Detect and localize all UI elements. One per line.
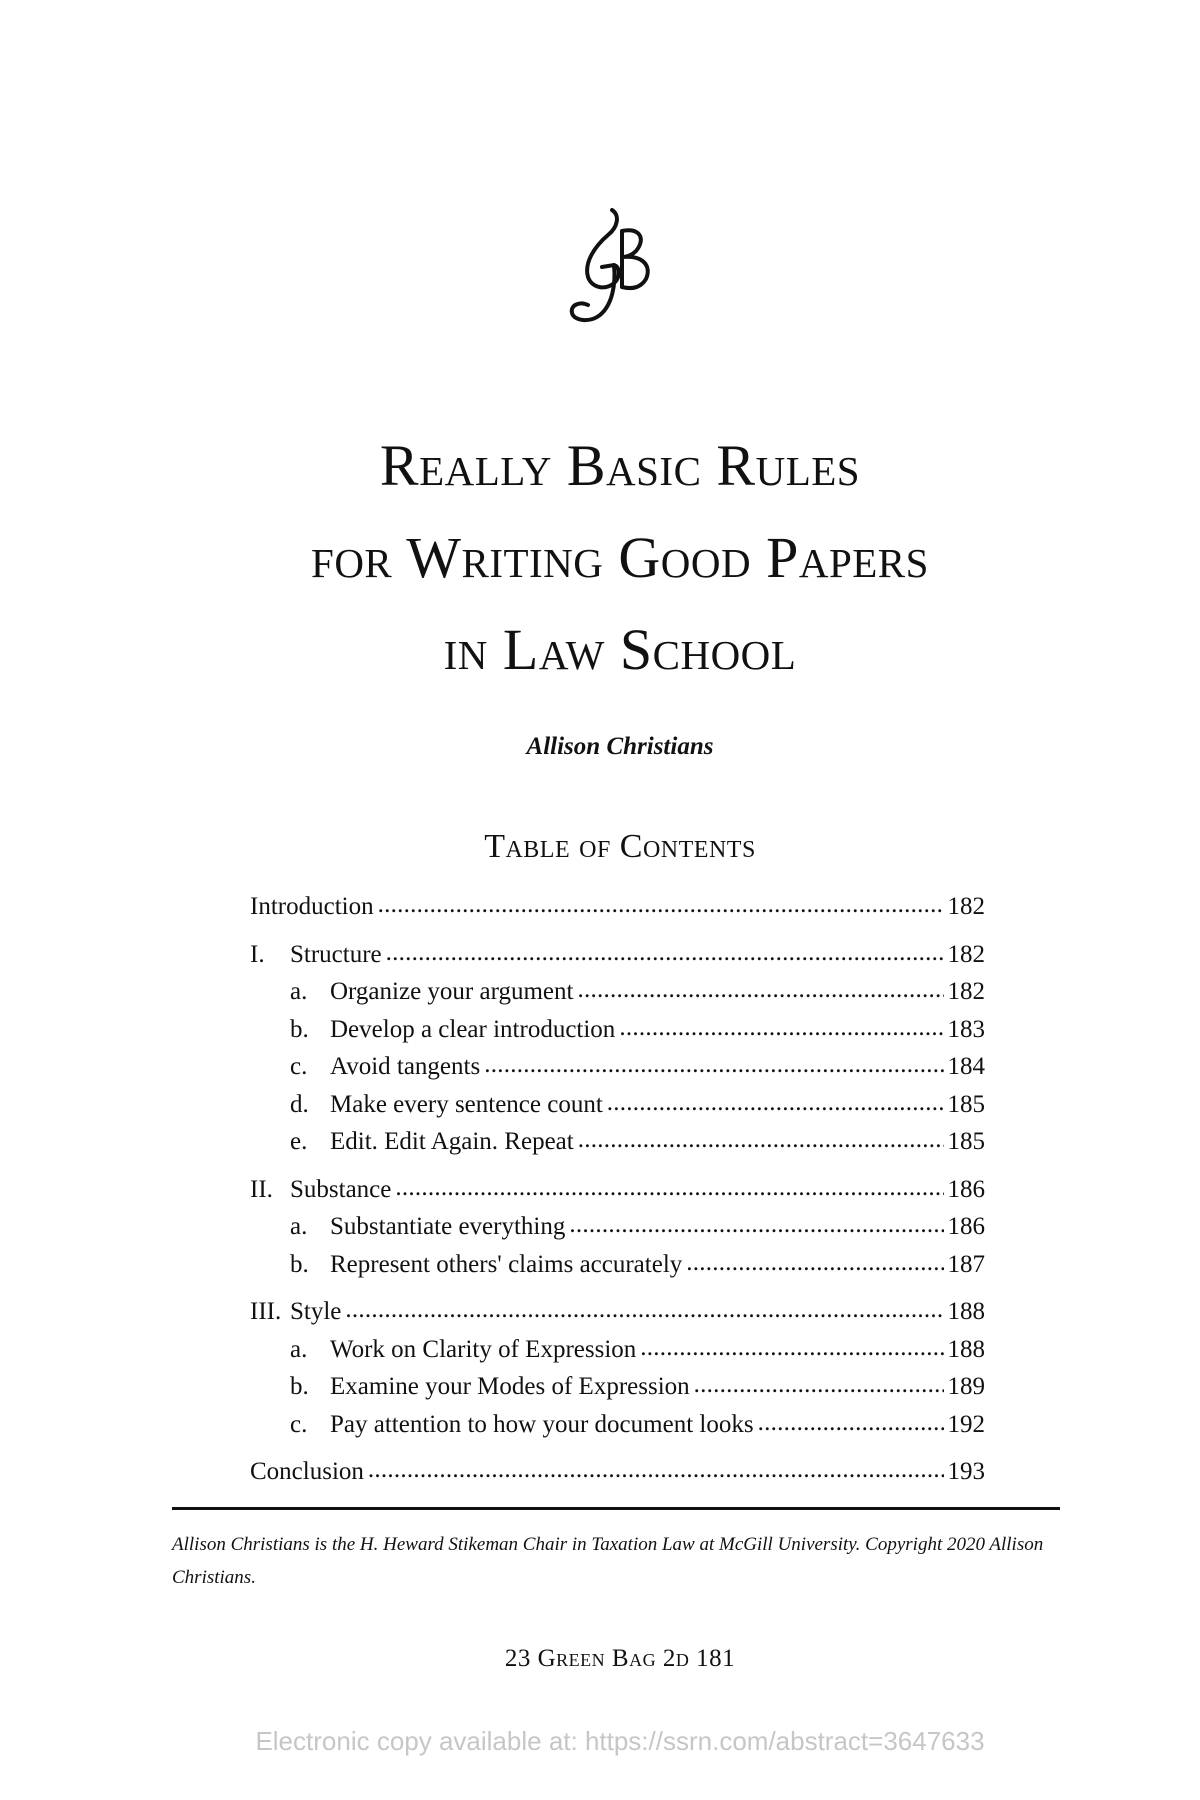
toc-entry-number: b. <box>290 1250 309 1278</box>
toc-leader-dots <box>640 1334 943 1362</box>
toc-entry[interactable] <box>250 1053 985 1091</box>
toc-entry[interactable] <box>250 1298 985 1336</box>
title-line-1: Really Basic Rules <box>379 433 861 498</box>
toc-leader-dots <box>578 1126 944 1154</box>
toc-entry-number: a. <box>290 978 308 1005</box>
toc-leader-dots <box>569 1211 943 1239</box>
toc-entry-number: II. <box>250 1175 273 1203</box>
toc-entry-page: 185 <box>947 1128 985 1155</box>
toc-entry-number: a. <box>290 1335 308 1363</box>
toc-entry-label: Organize your argument <box>330 978 574 1005</box>
toc-entry-page: 193 <box>947 1458 985 1485</box>
toc-entry-number: I. <box>250 940 265 968</box>
toc-entry-number: c. <box>290 1053 308 1080</box>
toc-entry[interactable] <box>250 1176 985 1214</box>
toc-entry-label: Introduction <box>250 893 374 920</box>
author-footnote: Allison Christians is the H. Heward Stikeman Chair in Taxation Law at McGill University. Copyright 2020 Allison Christians. <box>172 1534 1044 1588</box>
toc-entry-label: Style <box>290 1298 342 1325</box>
toc-entry-label: Substance <box>290 1175 392 1203</box>
toc-leader-dots <box>686 1249 943 1277</box>
toc-leader-dots <box>694 1371 944 1399</box>
toc-entry-page: 182 <box>947 978 985 1005</box>
toc-entry-page: 185 <box>947 1090 985 1118</box>
toc-entry-page: 186 <box>947 1213 985 1240</box>
toc-entry-page: 189 <box>947 1373 985 1400</box>
author-name: Allison Christians <box>526 733 714 760</box>
toc-entry-number: III. <box>250 1298 282 1325</box>
toc-entry[interactable] <box>250 1128 985 1166</box>
title-line-2: for Writing Good Papers <box>311 525 929 590</box>
toc-entry-number: e. <box>290 1128 308 1155</box>
journal-citation: 23 Green Bag 2d 181 <box>504 1645 736 1672</box>
toc-entry-page: 188 <box>947 1335 985 1363</box>
gb-monogram-icon <box>560 205 680 335</box>
toc-entry-page: 182 <box>947 940 985 968</box>
toc-leader-dots <box>577 976 943 1004</box>
toc-entry-label: Make every sentence count <box>330 1090 603 1118</box>
toc-entry[interactable] <box>250 1336 985 1374</box>
toc-entry-page: 188 <box>947 1298 985 1325</box>
toc-leader-dots <box>758 1409 944 1437</box>
toc-entry-page: 187 <box>947 1250 985 1278</box>
toc-entry-label: Edit. Edit Again. Repeat <box>330 1128 574 1155</box>
toc-entry-label: Develop a clear introduction <box>330 1015 616 1043</box>
toc-entry[interactable] <box>250 1373 985 1411</box>
toc-entry-page: 183 <box>947 1015 985 1043</box>
toc-leader-dots <box>619 1014 943 1042</box>
toc-entry-number: b. <box>290 1015 309 1043</box>
toc-entry[interactable] <box>250 941 985 979</box>
title-line-3: in Law School <box>443 617 797 682</box>
toc-entry-number: a. <box>290 1213 308 1240</box>
footnote-divider <box>172 1507 1060 1510</box>
toc-leader-dots <box>386 939 944 967</box>
toc-leader-dots <box>378 891 944 919</box>
toc-entry-label: Avoid tangents <box>330 1053 481 1080</box>
toc-entry[interactable] <box>250 1411 985 1449</box>
toc-entry-page: 184 <box>947 1053 985 1080</box>
toc-heading: Table of Contents <box>484 828 756 865</box>
toc-entry-page: 192 <box>947 1410 985 1438</box>
paper-title <box>0 420 1200 696</box>
toc-entry-number: b. <box>290 1373 309 1400</box>
toc-entry[interactable] <box>250 1213 985 1251</box>
toc-entry-label: Substantiate everything <box>330 1213 566 1240</box>
toc-entry[interactable] <box>250 1458 985 1496</box>
toc-entry-page: 186 <box>947 1175 985 1203</box>
toc-entry-number: d. <box>290 1090 309 1118</box>
toc-entry-label: Structure <box>290 940 382 968</box>
toc-entry-number: c. <box>290 1410 308 1438</box>
toc-entry[interactable] <box>250 893 985 931</box>
gb-monogram-svg <box>560 205 680 335</box>
toc-entry[interactable] <box>250 978 985 1016</box>
toc-entry-page: 182 <box>947 893 985 920</box>
toc-entry-label: Conclusion <box>250 1458 364 1485</box>
toc-entry[interactable] <box>250 1016 985 1054</box>
toc-leader-dots <box>395 1174 943 1202</box>
toc-entry[interactable] <box>250 1091 985 1129</box>
toc-leader-dots <box>368 1456 944 1484</box>
toc-leader-dots <box>484 1051 943 1079</box>
toc-entry-label: Pay attention to how your document looks <box>330 1410 754 1438</box>
table-of-contents <box>250 893 985 1496</box>
toc-leader-dots <box>345 1296 943 1324</box>
toc-entry-label: Represent others' claims accurately <box>330 1250 683 1278</box>
toc-leader-dots <box>607 1089 944 1117</box>
ssrn-notice: Electronic copy available at: https://ssrn.com/abstract=3647633 <box>255 1726 985 1756</box>
toc-entry-label: Work on Clarity of Expression <box>330 1335 637 1363</box>
toc-entry-label: Examine your Modes of Expression <box>330 1373 690 1400</box>
toc-entry[interactable] <box>250 1251 985 1289</box>
